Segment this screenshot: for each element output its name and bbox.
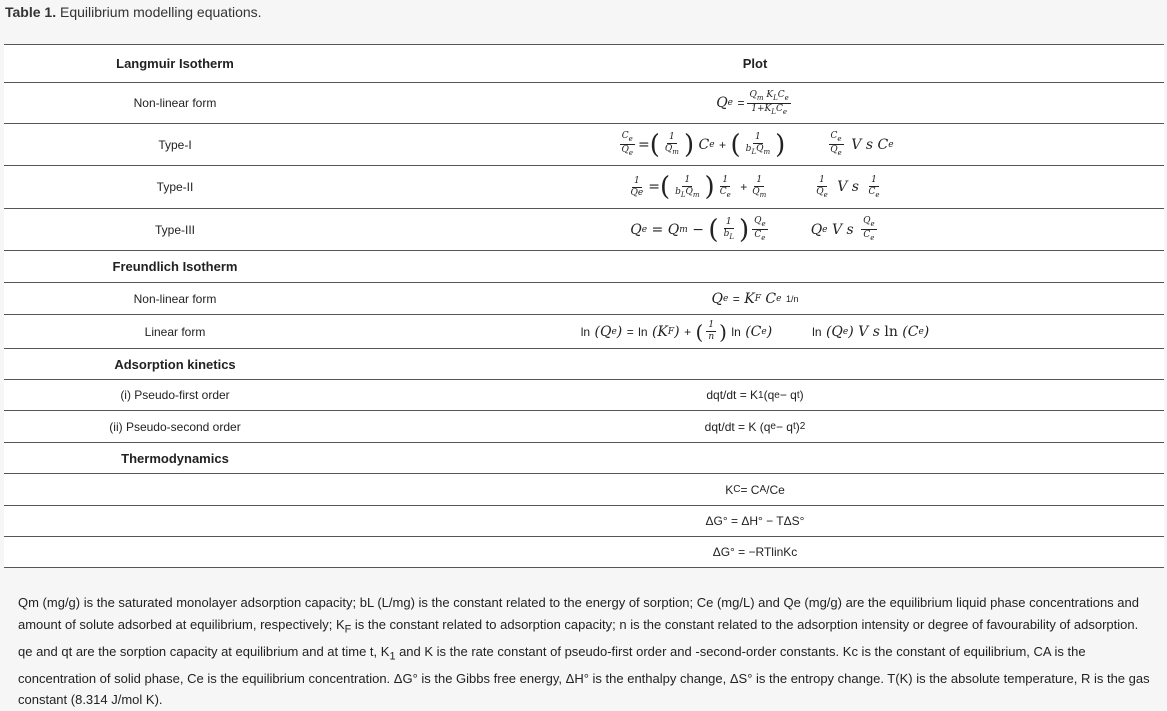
- table-row: [4, 380, 1164, 411]
- gibbs-enthalpy-equation: ΔG° = ΔH° − TΔS°: [705, 514, 805, 528]
- table-row: [4, 506, 1164, 537]
- table-row: [4, 283, 1164, 315]
- section-kinetics: Adsorption kinetics: [114, 356, 236, 372]
- table-header-row: [4, 45, 1164, 83]
- table-caption-text: Equilibrium modelling equations.: [59, 4, 262, 20]
- type3-equation: Q e = Q m − ( $\frac{1}{b_L}$ ) $\frac{Q_e}{C_e}$ Q e V s $\frac{Q_e}{C_e}$: [630, 214, 875, 245]
- table-row: [4, 166, 1164, 209]
- header-langmuir: Langmuir Isotherm: [116, 56, 234, 71]
- table-caption: [5, 4, 262, 20]
- pseudo-second-order-equation: dqt/dt = K (q e − q t ) 2: [704, 419, 806, 434]
- equations-table: [4, 44, 1164, 568]
- equilibrium-constant-equation: K C = C A /Ce: [725, 482, 785, 497]
- table-row: [4, 315, 1164, 349]
- table-row: [4, 124, 1164, 166]
- pseudo-first-order-equation: dqt/dt = K 1 (q e − q t ): [706, 388, 804, 402]
- table-row: [4, 537, 1164, 568]
- row-label: (ii) Pseudo-second order: [109, 419, 241, 434]
- row-label: Non-linear form: [133, 291, 217, 306]
- row-label: Type-I: [158, 137, 192, 152]
- langmuir-nonlinear-equation: Q e = $\frac{Q_m K_LC_e}{1+K_LC_e}$: [716, 89, 789, 116]
- section-freundlich: Freundlich Isotherm: [112, 259, 238, 274]
- row-label: Non-linear form: [133, 96, 217, 110]
- table-footnote: Qm (mg/g) is the saturated monolayer adsorption capacity; bL (L/mg) is the constant related to the energy of sorption; Ce (mg/L) and Qe (mg/g) are the equilibrium liquid phase concentrations and amount of solute adsorbed at equilibrium, respectively; $K_F$ is the constant related to adsorption capacity; n is the constant related to the adsorption intensity or degree of favourability of adsorption. qe and qt are the sorption capacity at equilibrium and at time t, $K_1$ and K is the rate constant of pseudo-first order and -second-order constants. Kc is the constant of equilibrium, CA is the concentration of solid phase, Ce is the equilibrium concentration. ΔG° is the Gibbs free energy, ΔH° is the enthalpy change, ΔS° is the entropy change. T(K) is the absolute temperature, R is the gas constant (8.314 J/mol K).: [18, 595, 1150, 708]
- row-label: (i) Pseudo-first order: [120, 388, 230, 402]
- section-row: [4, 443, 1164, 474]
- table-row: [4, 209, 1164, 251]
- section-row: [4, 349, 1164, 380]
- section-row: [4, 251, 1164, 283]
- table-row: [4, 474, 1164, 506]
- section-thermodynamics: Thermodynamics: [121, 450, 229, 466]
- header-plot: Plot: [742, 56, 768, 71]
- row-label: Linear form: [144, 324, 206, 339]
- freundlich-linear-equation: ln (Q e ) = ln (K F ) + ( $\frac{1}{n}$ ) ln (C e ) ln (Q e ) V s ln (C e ): [580, 319, 930, 344]
- table-row: [4, 83, 1164, 124]
- type2-equation: $\frac{1}{Qe}$ = ( $\frac{1}{b_LQ_m}$ ) $\frac{1}{C_e}$ + $\frac{1}{Q_m}$ $\frac{1}{Q_e}$ V s $\frac{1}{C_e}$: [630, 172, 880, 202]
- type1-equation: $\frac{C_e}{Q_e}$ = ( $\frac{1}{Q_m}$ ) C e + ( $\frac{1}{b_LQ_m}$ ) $\frac{C_e}{Q_e}$ V s C e: [621, 129, 894, 160]
- freundlich-nonlinear-equation: Q e = K F C e 1/n: [711, 290, 799, 307]
- table-row: [4, 411, 1164, 443]
- row-label: Type-III: [154, 222, 195, 237]
- gibbs-rt-equation: ΔG° = −RTlinKc: [712, 545, 798, 559]
- row-label: Type-II: [156, 180, 194, 194]
- table-caption-label: Table 1.: [5, 4, 57, 20]
- exponent: 1/n: [785, 293, 799, 304]
